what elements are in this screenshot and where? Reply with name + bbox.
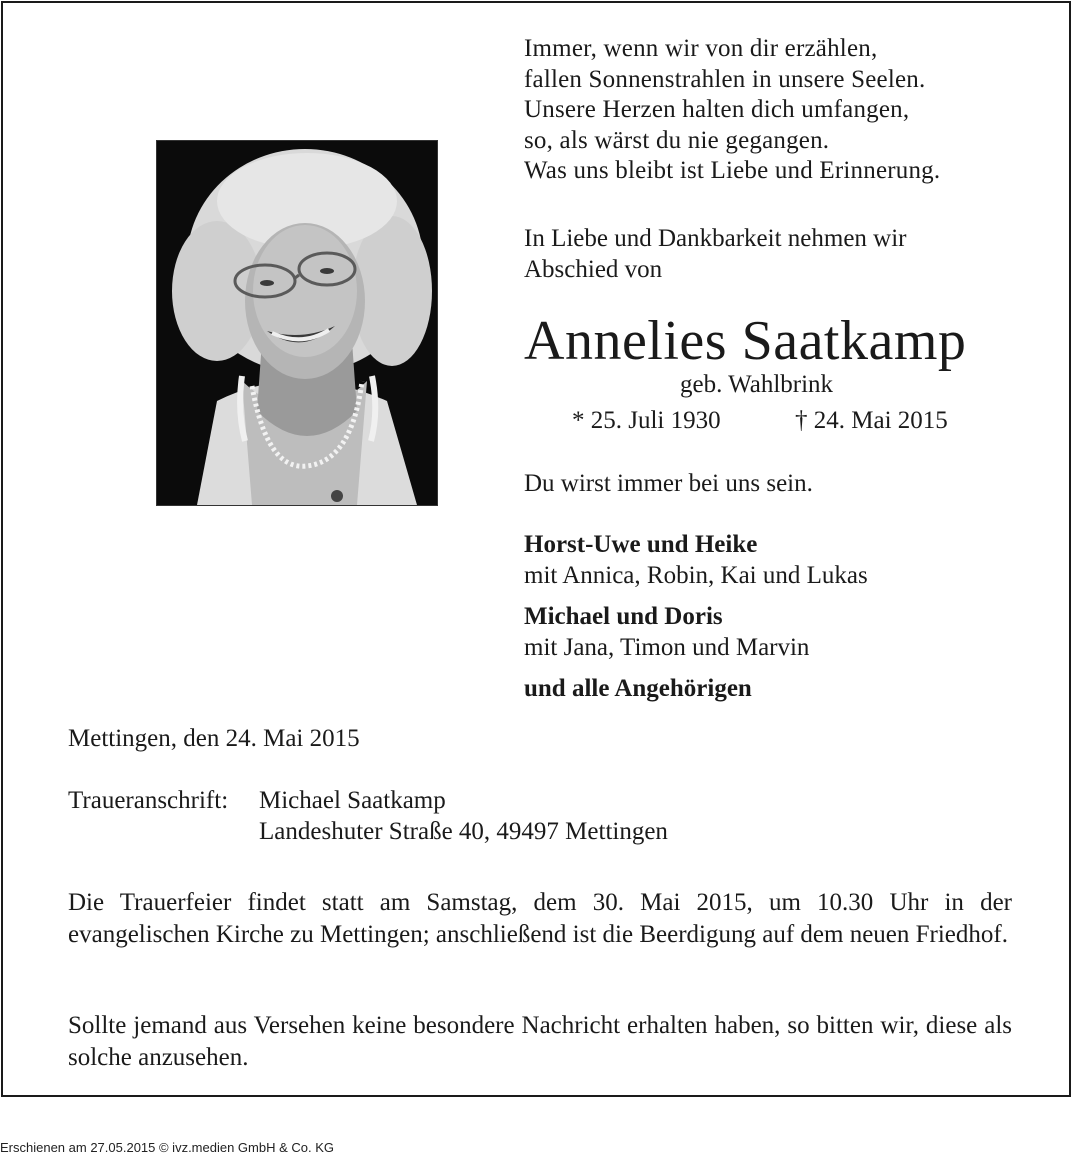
funeral-details: Die Trauerfeier findet statt am Samstag, dem 30. Mai 2015, um 10.30 Uhr in der evangelischen Kirche zu Mettingen; anschließend ist die Beerdigung auf dem neuen Friedhof. [68, 889, 1012, 948]
deceased-name: Annelies Saatkamp [524, 310, 967, 372]
mourning-address [68, 785, 668, 847]
poem [524, 34, 940, 187]
life-dates [572, 406, 948, 436]
family-children: mit Jana, Timon und Marvin [524, 633, 810, 661]
relatives: und alle Angehörigen [524, 675, 752, 702]
poem-line: Immer, wenn wir von dir erzählen, [524, 35, 878, 62]
farewell-intro [524, 224, 907, 285]
poem-line: Unsere Herzen halten dich umfangen, [524, 96, 910, 123]
family-head: Horst-Uwe und Heike [524, 531, 758, 558]
address-street: Landeshuter Straße 40, 49497 Mettingen [259, 818, 668, 845]
family-group [524, 530, 868, 591]
address-label: Traueranschrift: [68, 787, 229, 814]
intro-line: In Liebe und Dankbarkeit nehmen wir [524, 225, 907, 252]
address-name: Michael Saatkamp [259, 787, 446, 814]
notice-text: Sollte jemand aus Versehen keine besondere Nachricht erhalten haben, so bitten wir, diese als solche anzusehen. [68, 1012, 1012, 1071]
family-children: mit Annica, Robin, Kai und Lukas [524, 561, 868, 589]
poem-line: Was uns bleibt ist Liebe und Erinnerung. [524, 157, 941, 184]
death-date: † 24. Mai 2015 [795, 407, 948, 434]
birth-name: geb. Wahlbrink [680, 371, 834, 398]
publication-footer: Erschienen am 27.05.2015 © ivz.medien GmbH & Co. KG [0, 1140, 335, 1155]
portrait-image [157, 141, 437, 505]
place-date: Mettingen, den 24. Mai 2015 [68, 725, 360, 752]
obituary-frame [1, 1, 1071, 1097]
family-head: Michael und Doris [524, 603, 723, 630]
birth-date: * 25. Juli 1930 [572, 407, 721, 434]
poem-line: so, als wärst du nie gegangen. [524, 126, 830, 154]
intro-line: Abschied von [524, 255, 663, 283]
poem-line: fallen Sonnenstrahlen in unsere Seelen. [524, 65, 926, 93]
motto: Du wirst immer bei uns sein. [524, 470, 813, 497]
portrait-photo [156, 140, 438, 506]
family-group [524, 602, 809, 663]
